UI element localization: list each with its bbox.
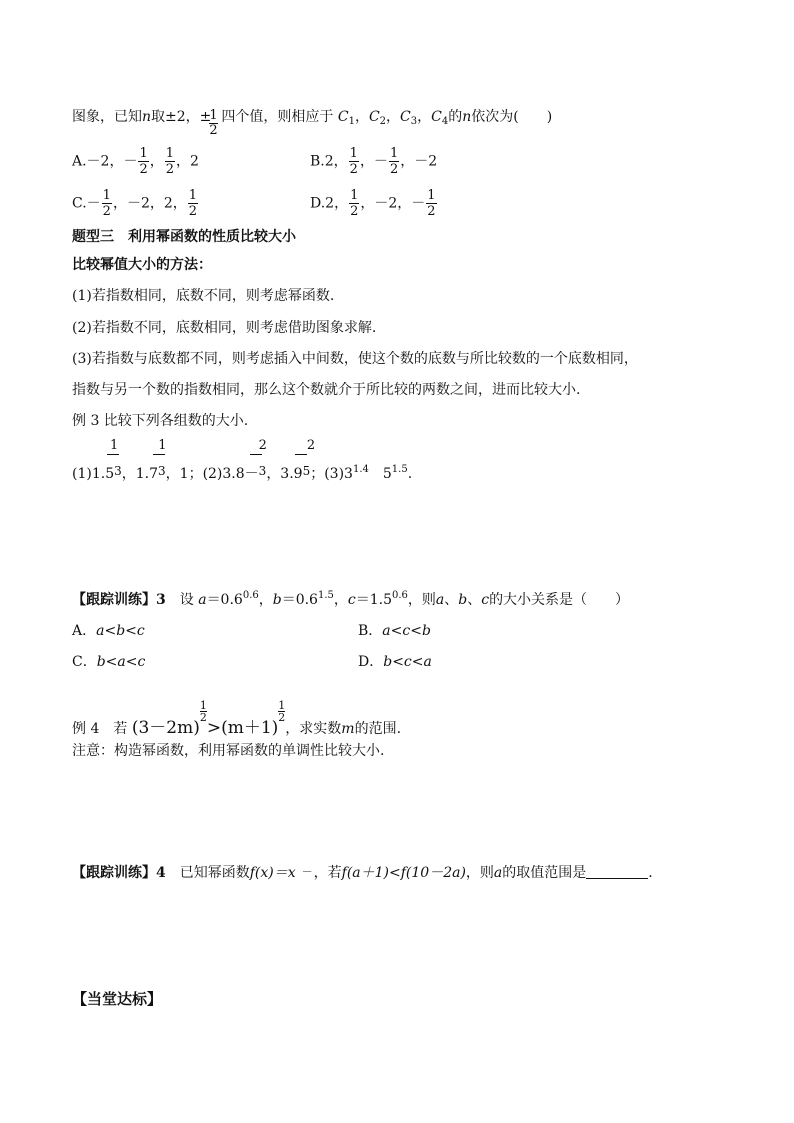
answer-blank[interactable] bbox=[586, 866, 648, 879]
track3-question: 【跟踪训练】3 设 $a=0.6^{0.6}$，$b=0.6^{1.5}$，$c=1.5^{0.6}$，则a、b、c的大小关系是（ ） bbox=[72, 590, 630, 608]
fraction: $\frac{1}{2}$ bbox=[350, 188, 359, 219]
fraction: $\frac{1}{2}$ bbox=[188, 188, 198, 219]
rhs-base: (m＋1) bbox=[221, 718, 279, 738]
ex3-exp-numerators: 1 1 2 2 bbox=[110, 438, 316, 453]
stem-text: 图象，已知 bbox=[72, 109, 142, 125]
method-1: (1)若指数相同，底数不同，则考虑幂函数. bbox=[72, 288, 335, 304]
fraction: $\frac{1}{2}$ bbox=[139, 146, 148, 177]
track3-option-d: D．b<c<a bbox=[358, 654, 432, 670]
option-c: C.－ $\frac{1}{2}$ ，－2，2， $\frac{1}{2}$ bbox=[72, 188, 198, 219]
example4-note: 注意：构造幂函数，利用幂函数的单调性比较大小. bbox=[72, 743, 385, 759]
method-heading: 比较幂值大小的方法： bbox=[72, 257, 212, 273]
ex3-exp-bar-3 bbox=[250, 454, 262, 455]
example3-expressions: (1)1.53，1.73，1；(2)3.8－3，3.95；$(3)3^{1.4}$ $5^{1.5}$. bbox=[72, 464, 413, 482]
stem-text: 四个值，则相应于 bbox=[221, 109, 334, 125]
track3-option-b: B．a<c<b bbox=[358, 623, 431, 639]
track4-question: 【跟踪训练】4 已知幂函数f(x)＝x － ，若f(a＋1)<f(10－2a)，则a的取值范围是 . bbox=[72, 865, 653, 881]
option-b: B.2， $\frac{1}{2}$ ，－ $\frac{1}{2}$ ，－2 bbox=[310, 146, 438, 177]
var-n: n bbox=[142, 109, 152, 125]
section-title: 题型三 利用幂函数的性质比较大小 bbox=[72, 229, 296, 245]
track-label: 【跟踪训练】3 bbox=[72, 592, 166, 608]
fraction: $\frac{1}{2}$ bbox=[165, 146, 175, 177]
fraction: $\frac{1}{2}$ bbox=[349, 146, 358, 177]
exponent-half: $\frac{1}{2}$ bbox=[199, 699, 207, 724]
track3-option-a: A．a<b<c bbox=[72, 623, 145, 639]
option-a: A.－2，－ $\frac{1}{2}$ ， $\frac{1}{2}$ ，2 bbox=[72, 146, 199, 177]
ex3-exp-bar-2 bbox=[153, 454, 165, 455]
lhs-base: (3－2m) bbox=[131, 718, 200, 738]
example4-question: 例 4 若 (3－2m) $\frac{1}{2}>(m+1)$ $\frac{1}{2}$，求实数m的范围. bbox=[72, 699, 402, 738]
method-3b: 指数与另一个数的指数相同，那么这个数就介于所比较的两数之间，进而比较大小. bbox=[72, 382, 581, 398]
class-target-title: 【当堂达标】 bbox=[72, 990, 163, 1008]
method-3a: (3)若指数与底数都不同，则考虑插入中间数，使这个数的底数与所比较数的一个底数相同， bbox=[72, 351, 638, 367]
example3-title: 例 3 比较下列各组数的大小. bbox=[72, 413, 249, 429]
stem-text: 取±2，± bbox=[151, 109, 212, 125]
ex2-stem: 图象，已知n取±2，± 1 2 四个值，则相应于 $C_1$，$C_2$，$C_3$，$C_4$的n依次为( ) bbox=[72, 108, 553, 138]
ex3-exp-bar-1 bbox=[107, 454, 119, 455]
fraction: $\frac{1}{2}$ bbox=[427, 188, 436, 219]
ex3-exp-bar-4 bbox=[295, 454, 307, 455]
track3-option-c: C．b<a<c bbox=[72, 654, 146, 670]
exponent-half: $\frac{1}{2}$ bbox=[278, 699, 286, 724]
track-label: 【跟踪训练】4 bbox=[72, 865, 166, 881]
greater-than: > bbox=[206, 718, 222, 738]
fraction: $\frac{1}{2}$ bbox=[389, 146, 399, 177]
option-d: D.2， $\frac{1}{2}$ ，－2，－ $\frac{1}{2}$ bbox=[310, 188, 436, 219]
method-2: (2)若指数不同，底数相同，则考虑借助图象求解. bbox=[72, 320, 377, 336]
fraction: $\frac{1}{2}$ bbox=[102, 188, 111, 219]
